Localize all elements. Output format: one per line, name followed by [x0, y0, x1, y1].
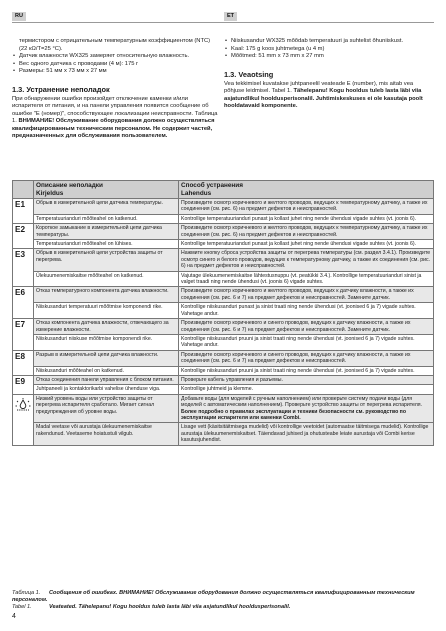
spec-item: • Niiskusandur WX325 mõõdab temperatuuri ja suhtelist õhuniiskust. — [224, 38, 434, 46]
solution-ru: Проверьте кабель управления и разъемы. — [179, 375, 434, 384]
intro-paragraph-ru — [12, 96, 220, 140]
description-ru: Обрыв в измерительной цепи устройства защиты от перегрева. — [34, 249, 179, 271]
warning-text-ru: ВНИМАНИЕ! Обслуживание оборудования должно осуществляться квалифицированным техническим персоналом. Не содержит частей, предназначенных для обслуживания пользователем. — [12, 118, 215, 139]
caption-text-et: Veateated. Tähelepanu! Kogu hooldus tuleb lasta läbi viia asjatundlikul hooldusperisonalil. — [49, 604, 291, 610]
solution-et: Lisage vett (käsitsitäitmisega mudelid) või kontrollige veetoidet (automaatse täitmisega mudelid). Kontrollige aurustaja ülekuumenemiskaitset. Täiendavad juhised ja ohutusteabe leiate aurustaja või Combi kerise kasutusjuhendist. — [179, 423, 434, 445]
solution-et: Kontrollige niiskusanduri punast ja sinist traati ning nende ühendusi (vt. joonised 6 ja 7) vigade suhtes. Vahetage andur. — [179, 303, 434, 319]
description-et: Niiskusanduri niiskuse mõõtmise komponendi rike. — [34, 334, 179, 350]
error-code: E8 — [13, 350, 34, 375]
table-row — [13, 271, 434, 287]
table-row — [13, 423, 434, 445]
description-et: Niiskusanduri temperatuuri mõõtmise komponendi rike. — [34, 303, 179, 319]
table-row — [13, 334, 434, 350]
spec-item: • Mõõtmed: 51 mm x 73 mm x 27 mm — [224, 53, 434, 61]
table-row — [13, 240, 434, 249]
description-et: Madal veetase või aurustaja ülekuumenemiskaitse rakendunud. Veetaseme hoiatustuli vilgub. — [34, 423, 179, 445]
language-tag-ru: RU — [12, 12, 26, 21]
description-et: Niiskusanduri mõõteahel on katkenud. — [34, 366, 179, 375]
left-column-ru — [12, 38, 220, 140]
warning-text-et: Tähelepanu! Kogu hooldus tuleb lasta läbi viia asjatundlikul hooldusperisonalil. Juhtimiskeskuses ei ole kasutaja poolt hooldatavaid komponente. — [224, 88, 423, 109]
error-code: E2 — [13, 224, 34, 249]
table-row — [13, 350, 434, 366]
spec-item: • Размеры: 51 мм x 73 мм x 27 мм — [12, 68, 220, 76]
solution-ru: Нажмите кнопку сброса устройства защиты от перегрева температуры (см. раздел 3.4.1). Произведите осмотр синего и белого проводов, ведущих к температурному датчику, а также их соединения (см. рис. 6) на предмет дефектов и неисправностей. — [179, 249, 434, 271]
error-code: E3 — [13, 249, 34, 287]
language-tag-et: ET — [224, 12, 237, 21]
description-ru: Отказ температурного компонента датчика влажности. — [34, 287, 179, 303]
error-code: E9 — [13, 375, 34, 394]
table-row — [13, 224, 434, 240]
header-divider — [12, 22, 434, 23]
caption-text-ru: Сообщения об ошибках. ВНИМАНИЕ! Обслуживание оборудования должно осуществляться квалифицированным техническим персоналом. — [12, 590, 415, 603]
spec-item: • Датчик влажности WX325 замеряет относительную влажность. — [12, 53, 220, 61]
spec-item: • Вес одного датчика с проводами (4 м): 175 г — [12, 61, 220, 69]
solution-ru: Произведите осмотр коричневого и синего проводов, ведущих к датчику влажности, а также их соединения (см. рис. 6 и 7) на предмет дефектов и неисправностей. — [179, 350, 434, 366]
error-code: E6 — [13, 287, 34, 319]
spec-list-et — [224, 38, 434, 61]
error-code: E1 — [13, 199, 34, 224]
intro-text-et: Vea tekkimisel kuvatakse juhtpaneelil veateade E (number), mis aitab vea põhjuse leidmisel. Tabel 1. — [224, 80, 414, 95]
table-row — [13, 385, 434, 394]
page-number: 4 — [12, 613, 16, 620]
table-row — [13, 375, 434, 384]
solution-ru-bold: Более подробно о правилах эксплуатации и техники безопасности см. руководство по эксплуатации испарителя или каменки Combi. — [181, 408, 406, 421]
solution-et: Kontrollige niiskusanduri pruuni ja sinist traati ning nende ühendusi (vt. joonised 6 ja 7) vigade suhtes. — [179, 366, 434, 375]
intro-paragraph-et — [224, 81, 434, 111]
error-code: E7 — [13, 319, 34, 351]
error-table — [12, 180, 434, 446]
table-row — [13, 199, 434, 215]
description-ru: Разрыв в измерительной цепи датчика влажности. — [34, 350, 179, 366]
header-description: Описание неполадки Kirjeldus — [34, 181, 179, 199]
section-title-et: 1.3. Veaotsing — [224, 69, 274, 79]
table-row — [13, 214, 434, 223]
spec-item: • Kaal: 175 g koos juhtmetega (u 4 m) — [224, 46, 434, 54]
table-row — [13, 303, 434, 319]
table-row — [13, 249, 434, 271]
table-header-row — [13, 181, 434, 199]
description-et: Ülekuumenemiskaitse mõõteahel on katkenud. — [34, 271, 179, 287]
solution-et: Kontrollige niiskusanduri pruuni ja sinist traati ning nende ühendusi (vt. joonised 6 ja 7) vigade suhtes. Vahetage andur. — [179, 334, 434, 350]
description-ru: Отказ соединения панели управления с блоком питания. — [34, 375, 179, 384]
table-caption — [12, 590, 434, 611]
header-solution: Способ устранения Lahendus — [179, 181, 434, 199]
description-ru: Отказ компонента датчика влажности, отвечающего за измерение влажности. — [34, 319, 179, 335]
caption-et — [12, 604, 434, 611]
intro-text-ru: При обнаружении ошибки произойдет отключение каменки и/или испарителя от питания, и на панели управления появится сообщение об ошибке "E (номер)", способствующее локализации неисправности. Таблица 1. — [12, 95, 218, 125]
solution-ru-text: Добавьте воды (для моделей с ручным наполнением) или проверьте систему подачи воды (для моделей с автоматическим наполнением). Проверьте устройство защиты от перегрева испарителя. — [181, 395, 423, 409]
caption-ru — [12, 590, 434, 604]
table-row — [13, 287, 434, 303]
description-ru: Обрыв в измерительной цепи датчика температуры. — [34, 199, 179, 215]
description-et: Temperatuurianduri mõõteahel on lühises. — [34, 240, 179, 249]
solution-ru: Произведите осмотр коричневого и синего проводов, ведущих к датчику влажности, а также их соединения (см. рис. 6 и 7) на предмет дефектов и неисправностей. Замените датчик. — [179, 319, 434, 335]
header-code-cell — [13, 181, 34, 199]
table-row — [13, 366, 434, 375]
caption-label-ru: Таблица 1. — [12, 590, 41, 596]
spec-item: термистором с отрицательным температурным коэффициентом (NTC) (22 кΩ/T=25 °С). — [19, 38, 211, 52]
low-water-warning-icon — [13, 394, 34, 445]
description-et: Temperatuurianduri mõõteahel on katkenud. — [34, 214, 179, 223]
table-row — [13, 319, 434, 335]
solution-ru — [179, 394, 434, 423]
solution-ru: Произведите осмотр коричневого и желтого проводов, ведущих к температурному датчику, а также их соединения (см. рис. 6) на предмет дефектов и неисправностей. — [179, 199, 434, 215]
description-ru: Низкий уровень воды или устройство защиты от перегрева испарителя сработало. Мигает сигнал предупреждения об уровне воды. — [34, 394, 179, 423]
solution-ru: Произведите осмотр коричневого и желтого проводов, ведущих к температурному датчику, а также их соединения (см. рис. 6) на предмет дефектов и неисправностей. — [179, 224, 434, 240]
solution-et: Kontrollige temperatuurianduri punast ja kollast juhet ning nende ühendusi vigade suhtes (vt. joonis 6). — [179, 214, 434, 223]
solution-et: Vajutage ülekuumenemiskaitse lähtestusnuppu (vt. peatükki 3.4.). Kontrollige temperatuurianduri sinist ja valget traadi ning nende ühendusi (vt. joonis 6) vigade suhtes. — [179, 271, 434, 287]
right-column-et — [224, 38, 434, 110]
caption-label-et: Tabel 1. — [12, 604, 32, 610]
solution-ru: Произведите осмотр коричневого и желтого проводов, ведущих к датчику влажности, а также их соединения (см. рис. 6 и 7) на предмет дефектов и неисправностей. Замените датчик. — [179, 287, 434, 303]
description-et: Juhtpaneeli ja kontaktorikarbi vahelise ühenduse viga. — [34, 385, 179, 394]
solution-et: Kontrollige temperatuurianduri punast ja kollast juhet ning nende ühendusi vigade suhtes (vt. joonis 6). — [179, 240, 434, 249]
spec-list-ru — [12, 38, 220, 76]
table-row — [13, 394, 434, 423]
section-title-ru: 1.3. Устранение неполадок — [12, 84, 110, 94]
solution-et: Kontrollige juhtmeid ja klemme. — [179, 385, 434, 394]
description-ru: Короткое замыкание в измерительной цепи датчика температуры. — [34, 224, 179, 240]
